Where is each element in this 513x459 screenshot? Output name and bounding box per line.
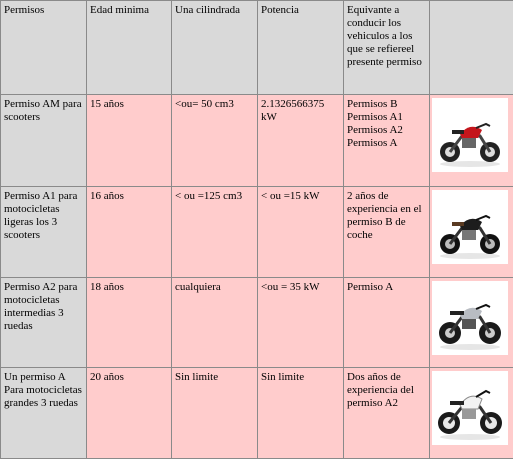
red-motorcycle-image <box>432 98 508 172</box>
image-cell <box>430 278 513 368</box>
power: 2.1326566375 kW <box>258 95 344 187</box>
permit-name: Permiso A2 para motocicletas intermedias 3 ruedas <box>1 278 87 368</box>
displacement: Sin limite <box>172 368 258 459</box>
power: < ou =15 kW <box>258 187 344 278</box>
header-cilindrada: Una cilindrada <box>172 1 258 95</box>
min-age: 16 años <box>87 187 172 278</box>
permit-name: Permiso A1 para motocicletas ligeras los 3 scooters <box>1 187 87 278</box>
power: Sin limite <box>258 368 344 459</box>
equivalent-line: Permisos A2 <box>347 124 427 137</box>
equivalent-line: Permisos A1 <box>347 111 427 124</box>
equivalent-permits: Dos años de experiencia del permiso A2 <box>344 368 430 459</box>
header-edad-minima: Edad minima <box>87 1 172 95</box>
image-cell <box>430 187 513 278</box>
equivalent-permits: 2 años de experiencia en el permiso B de coche <box>344 187 430 278</box>
power: <ou = 35 kW <box>258 278 344 368</box>
equivalent-permits: Permiso A <box>344 278 430 368</box>
header-equivalente: Equivante a conducir los vehiculos a los que se refiereel presente permiso <box>344 1 430 95</box>
header-image <box>430 1 513 95</box>
table-row <box>1 368 513 459</box>
black-motorcycle-image <box>432 190 508 264</box>
header-potencia: Potencia <box>258 1 344 95</box>
classic-motorcycle-image <box>432 371 508 445</box>
equivalent-line: Permisos A <box>347 137 427 150</box>
equivalent-line: Permisos B <box>347 98 427 111</box>
table-row <box>1 187 513 278</box>
header-permisos: Permisos <box>1 1 87 95</box>
permit-name: Permiso AM para scooters <box>1 95 87 187</box>
permit-name: Un permiso A Para motocicletas grandes 3 ruedas <box>1 368 87 459</box>
min-age: 18 años <box>87 278 172 368</box>
equivalent-permits <box>344 95 430 187</box>
table-row <box>1 278 513 368</box>
displacement: < ou =125 cm3 <box>172 187 258 278</box>
displacement: cualquiera <box>172 278 258 368</box>
image-cell <box>430 368 513 459</box>
displacement: <ou= 50 cm3 <box>172 95 258 187</box>
min-age: 15 años <box>87 95 172 187</box>
silver-motorcycle-image <box>432 281 508 355</box>
image-cell <box>430 95 513 187</box>
header-row <box>1 1 513 95</box>
min-age: 20 años <box>87 368 172 459</box>
table-row <box>1 95 513 187</box>
